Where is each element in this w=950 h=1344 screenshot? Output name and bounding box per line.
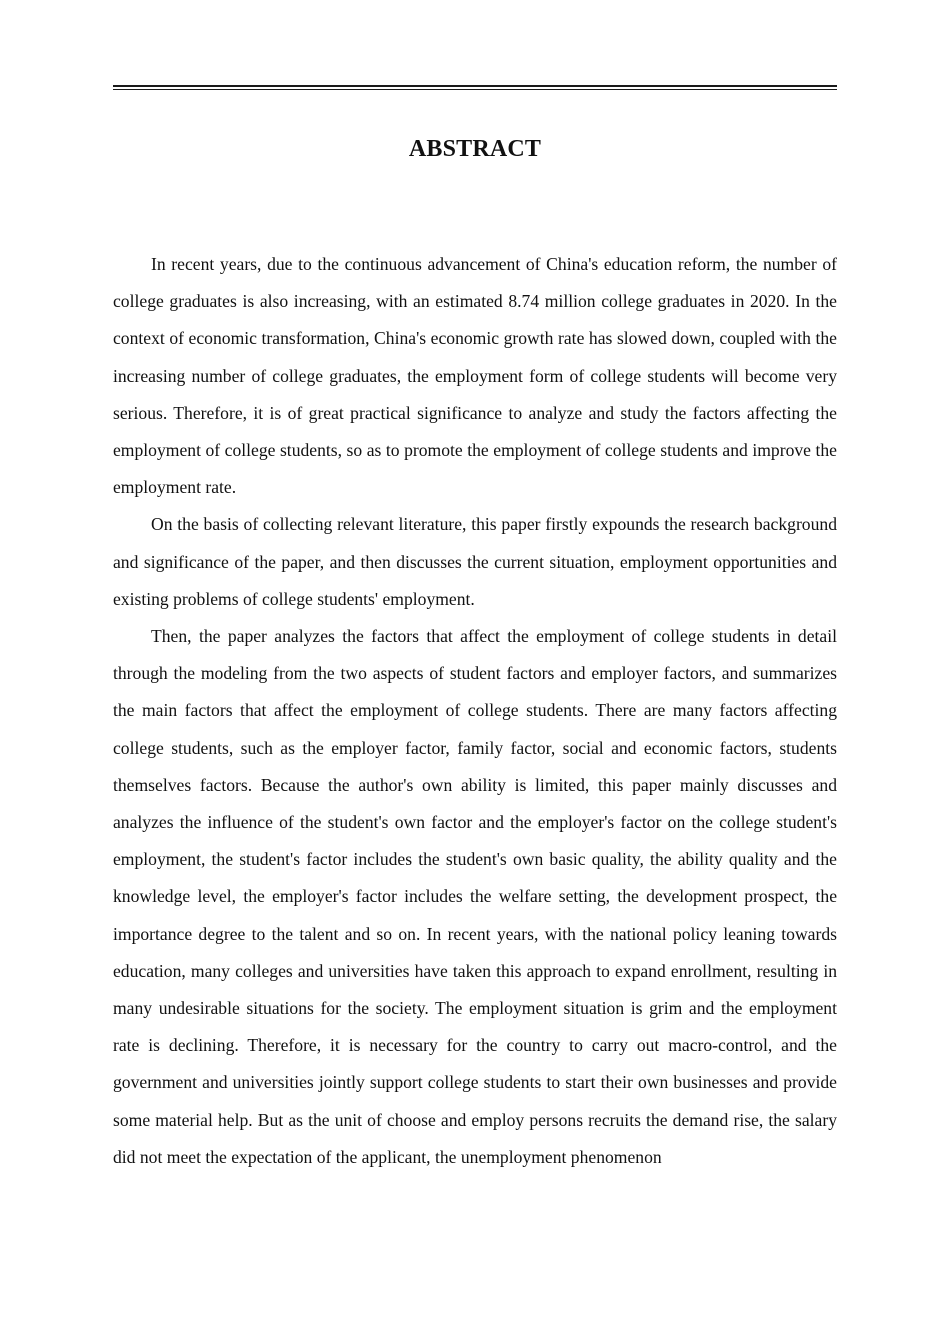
header-rule-thick (113, 85, 837, 87)
header-rule-thin (113, 89, 837, 90)
abstract-body (113, 246, 837, 1176)
abstract-paragraph: On the basis of collecting relevant literature, this paper firstly expounds the research background and significance of the paper, and then discusses the current situation, employment opportunities and existing problems of college students' employment. (113, 514, 837, 609)
abstract-paragraph: Then, the paper analyzes the factors that affect the employment of college students in detail through the modeling from the two aspects of student factors and employer factors, and summarizes the main factors that affect the employment of college students. There are many factors affecting college students, such as the employer factor, family factor, social and economic factors, students themselves factors. Because the author's own ability is limited, this paper mainly discusses and analyzes the influence of the student's own factor and the employer's factor on the college student's employment, the student's factor includes the student's own basic quality, the ability quality and the knowledge level, the employer's factor includes the welfare setting, the development prospect, the importance degree to the talent and so on. In recent years, with the national policy leaning towards education, many colleges and universities have taken this approach to expand enrollment, resulting in many undesirable situations for the society. The employment situation is grim and the employment rate is declining. Therefore, it is necessary for the country to carry out macro-control, and the government and universities jointly support college students to start their own businesses and provide some material help. But as the unit of choose and employ persons recruits the demand rise, the salary did not meet the expectation of the applicant, the unemployment phenomenon (113, 626, 837, 1167)
page-title: ABSTRACT (408, 136, 542, 162)
abstract-paragraph: In recent years, due to the continuous advancement of China's education reform, the number of college graduates is also increasing, with an estimated 8.74 million college graduates in 2020. In the context of economic transformation, China's economic growth rate has slowed down, coupled with the increasing number of college graduates, the employment form of college students will become very serious. Therefore, it is of great practical significance to analyze and study the factors affecting the employment of college students, so as to promote the employment of college students and improve the employment rate. (113, 254, 837, 498)
